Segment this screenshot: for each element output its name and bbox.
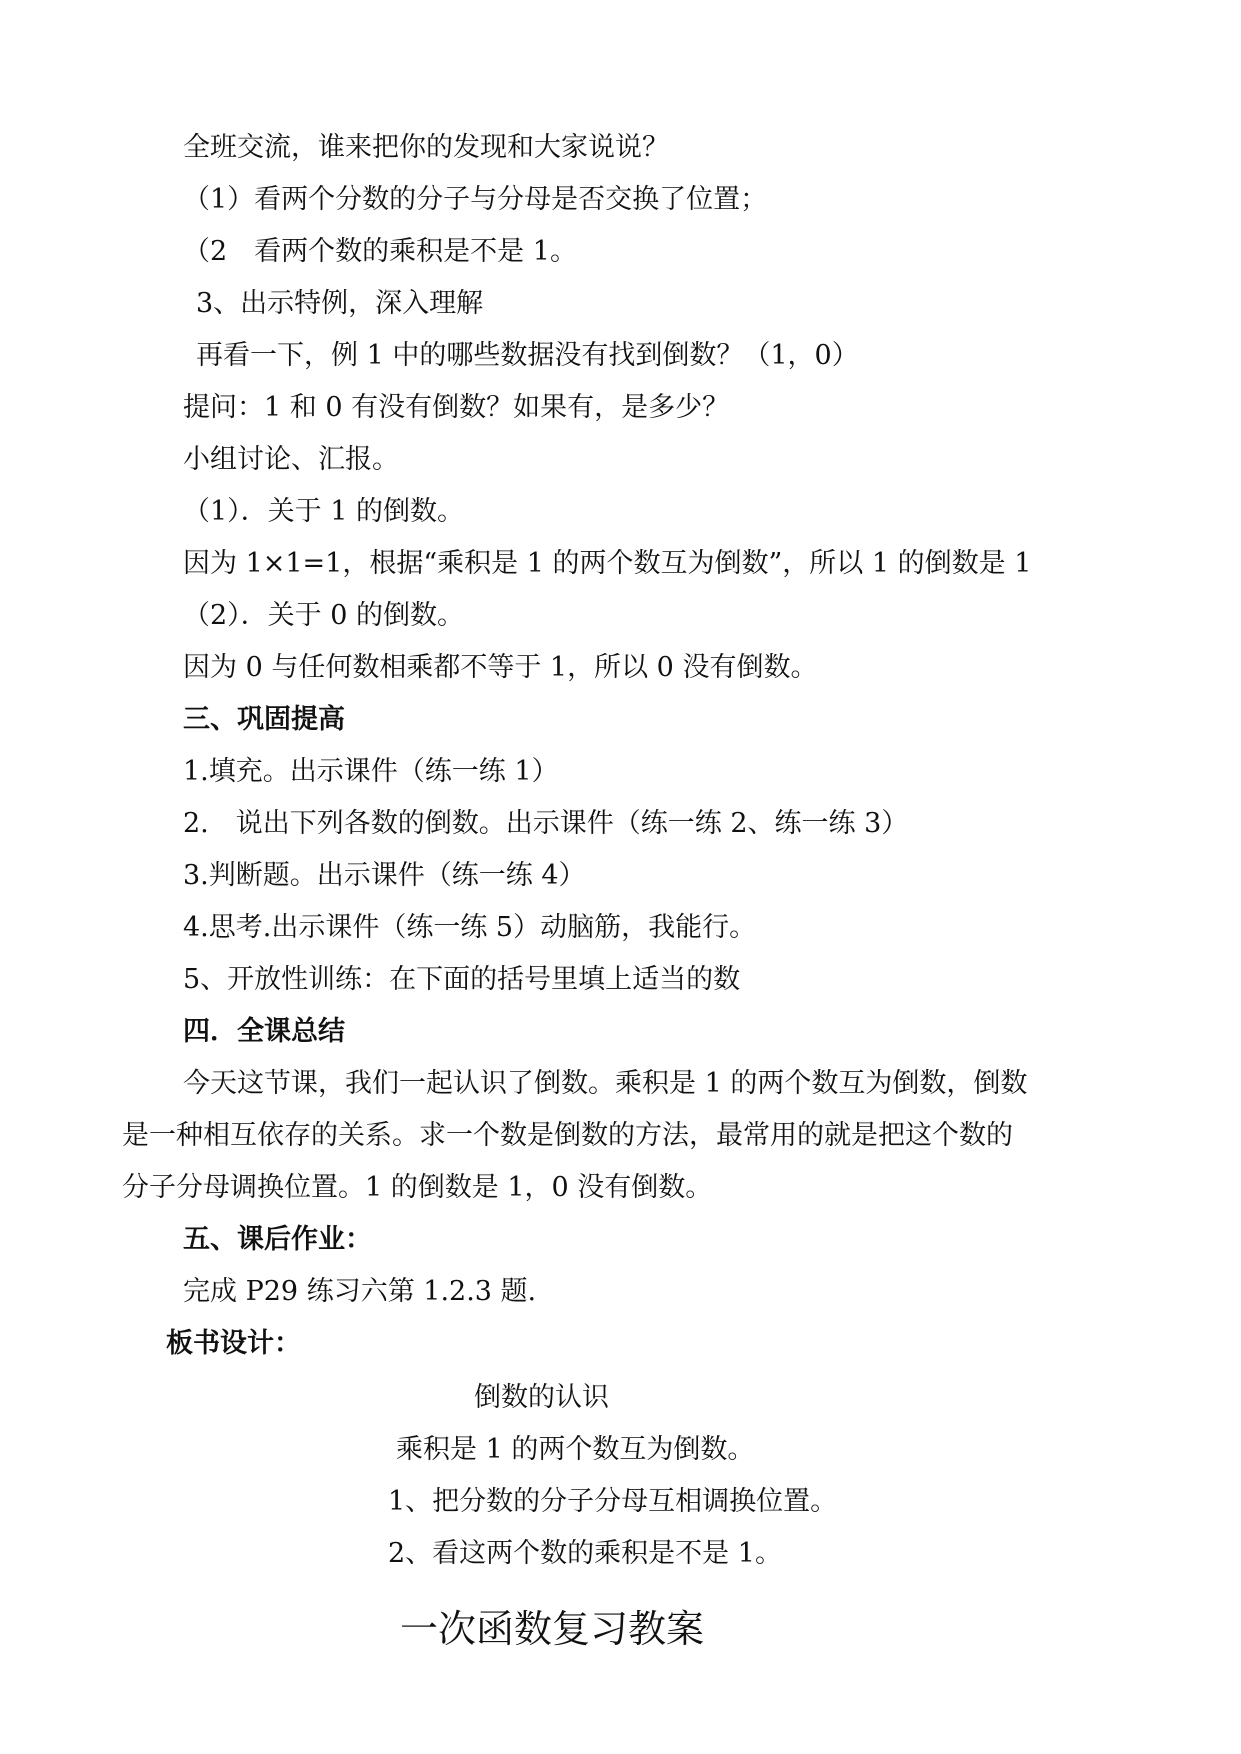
text-line: 因为 0 与任何数相乘都不等于 1，所以 0 没有倒数。 — [183, 652, 818, 683]
text-line: 因为 1×1=1，根据“乘积是 1 的两个数互为倒数”，所以 1 的倒数是 1 — [183, 548, 1032, 579]
section-heading: 板书设计： — [166, 1328, 301, 1359]
text-line: （2）．关于 0 的倒数。 — [183, 600, 465, 631]
text-line: 3、出示特例，深入理解 — [196, 288, 484, 319]
text-line: 全班交流，谁来把你的发现和大家说说？ — [183, 132, 669, 163]
text-line: 3.判断题。出示课件（练一练 4） — [183, 860, 586, 891]
text-line: 1.填充。出示课件（练一练 1） — [183, 756, 559, 787]
section-heading: 五、课后作业： — [183, 1224, 372, 1255]
text-line: 4.思考.出示课件（练一练 5）动脑筋，我能行。 — [183, 912, 757, 943]
text-line: 完成 P29 练习六第 1.2.3 题. — [183, 1276, 537, 1307]
document-title: 一次函数复习教案 — [400, 1607, 705, 1651]
text-line: 乘积是 1 的两个数互为倒数。 — [396, 1434, 755, 1465]
text-line: 2. 说出下列各数的倒数。出示课件（练一练 2、练一练 3） — [183, 808, 909, 839]
text-line: （1）看两个分数的分子与分母是否交换了位置； — [183, 184, 768, 215]
text-line: 5、开放性训练：在下面的括号里填上适当的数 — [183, 964, 741, 995]
text-line: 小组讨论、汇报。 — [183, 444, 399, 475]
text-line: 2、看这两个数的乘积是不是 1。 — [388, 1538, 782, 1569]
text-line: （1）．关于 1 的倒数。 — [183, 496, 465, 527]
text-line: （2 看两个数的乘积是不是 1。 — [183, 236, 577, 267]
text-line: 今天这节课，我们一起认识了倒数。乘积是 1 的两个数互为倒数，倒数 — [183, 1068, 1028, 1099]
text-line: 是一种相互依存的关系。求一个数是倒数的方法，最常用的就是把这个数的 — [122, 1120, 1013, 1151]
section-heading: 三、巩固提高 — [183, 704, 345, 735]
text-line: 再看一下，例 1 中的哪些数据没有找到倒数？（1，0） — [196, 340, 859, 371]
section-heading: 四．全课总结 — [183, 1016, 345, 1047]
text-line: 1、把分数的分子分母互相调换位置。 — [388, 1486, 838, 1517]
text-line: 提问：1 和 0 有没有倒数？如果有，是多少？ — [183, 392, 730, 423]
board-title: 倒数的认识 — [474, 1382, 609, 1413]
text-line: 分子分母调换位置。1 的倒数是 1，0 没有倒数。 — [122, 1172, 713, 1203]
